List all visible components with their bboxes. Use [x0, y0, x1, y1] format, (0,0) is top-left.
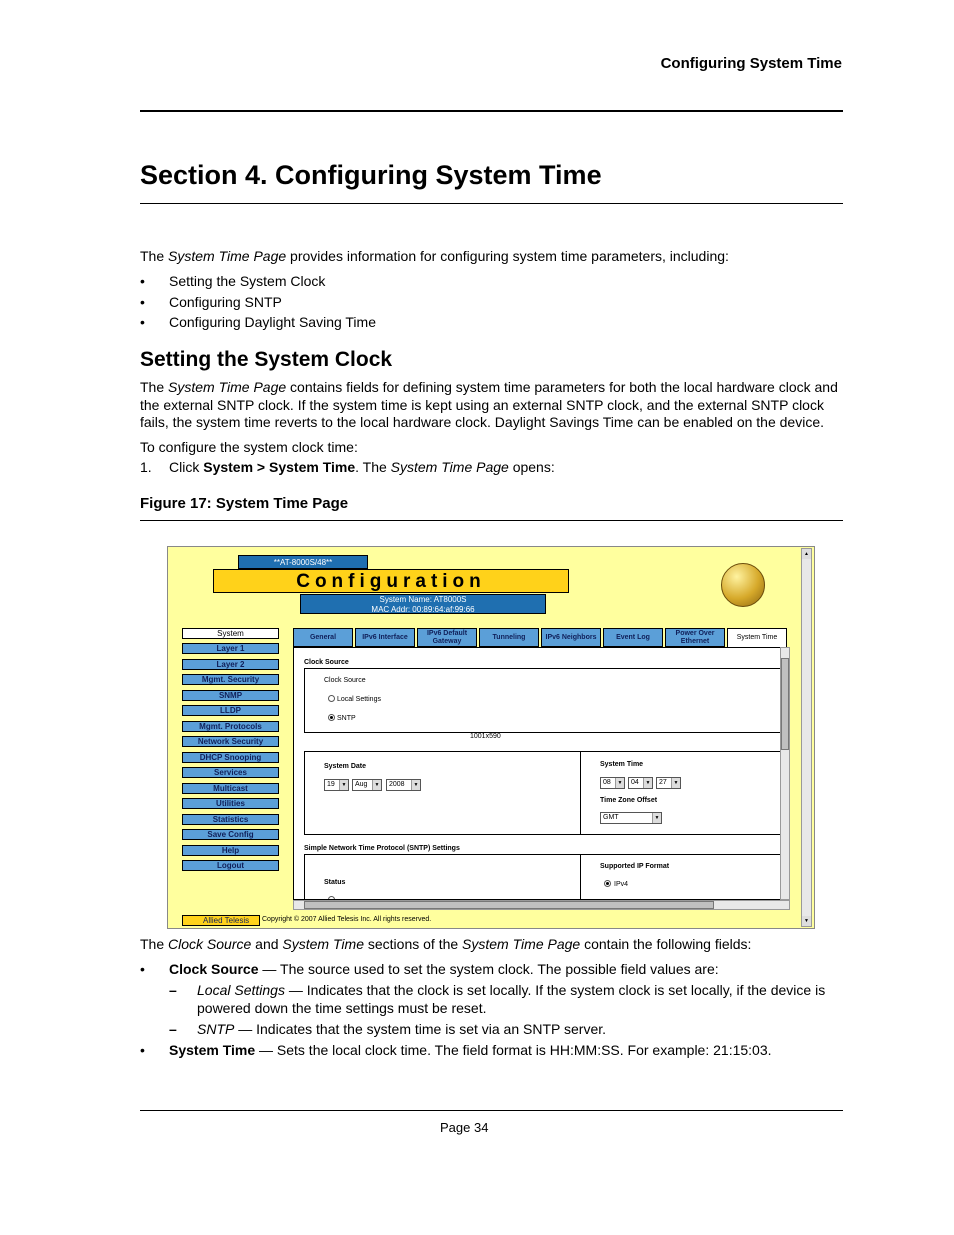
tab-system-time[interactable]: System Time	[727, 628, 787, 648]
scroll-down-icon[interactable]: ▼	[802, 916, 811, 926]
nav-save-config[interactable]: Save Config	[182, 829, 279, 840]
model-label: **AT-8000S/48**	[238, 555, 368, 569]
time-minute-select[interactable]: 04 ▼	[628, 777, 653, 789]
nav-layer-2[interactable]: Layer 2	[182, 659, 279, 670]
step-1: 1. Click System > System Time. The System Time Page opens:	[140, 459, 555, 475]
copyright-text: Copyright © 2007 Allied Telesis Inc. All rights reserved.	[262, 916, 432, 923]
header-rule	[140, 110, 843, 112]
scroll-thumb[interactable]	[304, 901, 714, 909]
paragraph-configure: To configure the system clock time:	[140, 439, 358, 455]
tz-offset-label: Time Zone Offset	[600, 797, 658, 804]
sntp-settings-heading: Simple Network Time Protocol (SNTP) Settings	[304, 845, 460, 852]
chevron-down-icon: ▼	[671, 778, 680, 788]
nav-multicast[interactable]: Multicast	[182, 783, 279, 794]
paragraph-fields: The Clock Source and System Time sections of the System Time Page contain the following fields:	[140, 936, 752, 952]
time-hour-select[interactable]: 08 ▼	[600, 777, 625, 789]
running-header: Configuring System Time	[660, 55, 842, 72]
resolution-label: 1001x590	[470, 733, 501, 740]
chevron-down-icon: ▼	[339, 780, 348, 790]
local-settings-label: Local Settings	[337, 696, 381, 703]
nav-lldp[interactable]: LLDP	[182, 705, 279, 716]
figure-caption: Figure 17: System Time Page	[140, 495, 349, 512]
title-rule	[140, 203, 843, 204]
nav-network-security[interactable]: Network Security	[182, 736, 279, 747]
clock-source-heading: Clock Source	[304, 659, 349, 666]
nav-mgmt-protocols[interactable]: Mgmt. Protocols	[182, 721, 279, 732]
content-panel	[293, 647, 781, 900]
sub-local-settings: Local Settings — Indicates that the clock is set locally. If the system clock is set locally, if the device is powered down the time settings must be reset.	[197, 982, 826, 1016]
system-time-screenshot	[167, 546, 815, 929]
nav-help[interactable]: Help	[182, 845, 279, 856]
local-settings-radio[interactable]	[328, 695, 335, 702]
nav-dhcp-snooping[interactable]: DHCP Snooping	[182, 752, 279, 763]
date-year-select[interactable]: 2008 ▼	[386, 779, 421, 791]
date-day-select[interactable]: 19 ▼	[324, 779, 349, 791]
page-scrollbar[interactable]	[801, 548, 812, 927]
system-info: System Name: AT8000S MAC Addr: 00:89:64:af:99:66	[300, 594, 546, 614]
tab-ipv6-neighbors[interactable]: IPv6 Neighbors	[541, 628, 601, 647]
chevron-down-icon: ▼	[411, 780, 420, 790]
allied-telesis-logo: Allied Telesis	[182, 915, 260, 926]
nav-system[interactable]: System	[182, 628, 279, 639]
chevron-down-icon: ▼	[372, 780, 381, 790]
tab-ipv6-interface[interactable]: IPv6 Interface	[355, 628, 415, 647]
tz-offset-select[interactable]: GMT ▼	[600, 812, 662, 824]
sntp-radio[interactable]	[328, 714, 335, 721]
ipv4-radio[interactable]	[604, 880, 611, 887]
tab-power-over-ethernet[interactable]: Power Over Ethernet	[665, 628, 725, 647]
content-horizontal-scrollbar[interactable]	[293, 900, 790, 910]
configuration-banner: Configuration	[213, 569, 569, 593]
page-number: Page 34	[440, 1120, 489, 1135]
chevron-down-icon: ▼	[643, 778, 652, 788]
tab-tunneling[interactable]: Tunneling	[479, 628, 539, 647]
sub-sntp: SNTP — Indicates that the system time is set via an SNTP server.	[197, 1021, 607, 1037]
dash-marker: –	[169, 982, 177, 998]
status-label: Status	[324, 879, 346, 886]
dash-marker: –	[169, 1021, 177, 1037]
system-time-label: System Time	[600, 761, 644, 768]
nav-statistics[interactable]: Statistics	[182, 814, 279, 825]
content-vertical-scrollbar[interactable]	[780, 647, 790, 900]
supported-ip-label: Supported IP Format	[600, 863, 670, 870]
scroll-thumb[interactable]	[781, 658, 789, 750]
section-title: Section 4. Configuring System Time	[140, 160, 602, 190]
subsection-title: Setting the System Clock	[140, 348, 393, 371]
nav-logout[interactable]: Logout	[182, 860, 279, 871]
ipv4-label: IPv4	[614, 881, 629, 888]
tab-ipv6-default-gateway[interactable]: IPv6 Default Gateway	[417, 628, 477, 647]
chevron-down-icon: ▼	[615, 778, 624, 788]
sntp-label: SNTP	[337, 715, 356, 722]
tab-general[interactable]: General	[293, 628, 353, 647]
nav-snmp[interactable]: SNMP	[182, 690, 279, 701]
chevron-down-icon: ▼	[652, 813, 661, 823]
nav-utilities[interactable]: Utilities	[182, 798, 279, 809]
date-month-select[interactable]: Aug ▼	[352, 779, 382, 791]
globe-logo-icon	[721, 563, 765, 607]
scroll-up-icon[interactable]: ▲	[802, 549, 811, 559]
tab-event-log[interactable]: Event Log	[603, 628, 663, 647]
nav-mgmt-security[interactable]: Mgmt. Security	[182, 674, 279, 685]
intro-paragraph: The System Time Page provides information for configuring system time parameters, including:	[140, 248, 729, 264]
paragraph-clock: The System Time Page contains fields for defining system time parameters for both the local hardware clock and the external SNTP clock. If the system time is kept using an external SNTP clock, and the external SNTP clock fails, the system time reverts to the local hardware clock. Daylight Savings Time can be enabled on the device.	[140, 379, 838, 430]
footer-rule	[140, 1110, 843, 1111]
clock-source-label: Clock Source	[324, 677, 366, 684]
system-date-label: System Date	[324, 763, 367, 770]
nav-layer-1[interactable]: Layer 1	[182, 643, 279, 654]
figure-rule	[140, 520, 843, 521]
nav-services[interactable]: Services	[182, 767, 279, 778]
time-second-select[interactable]: 27 ▼	[656, 777, 681, 789]
